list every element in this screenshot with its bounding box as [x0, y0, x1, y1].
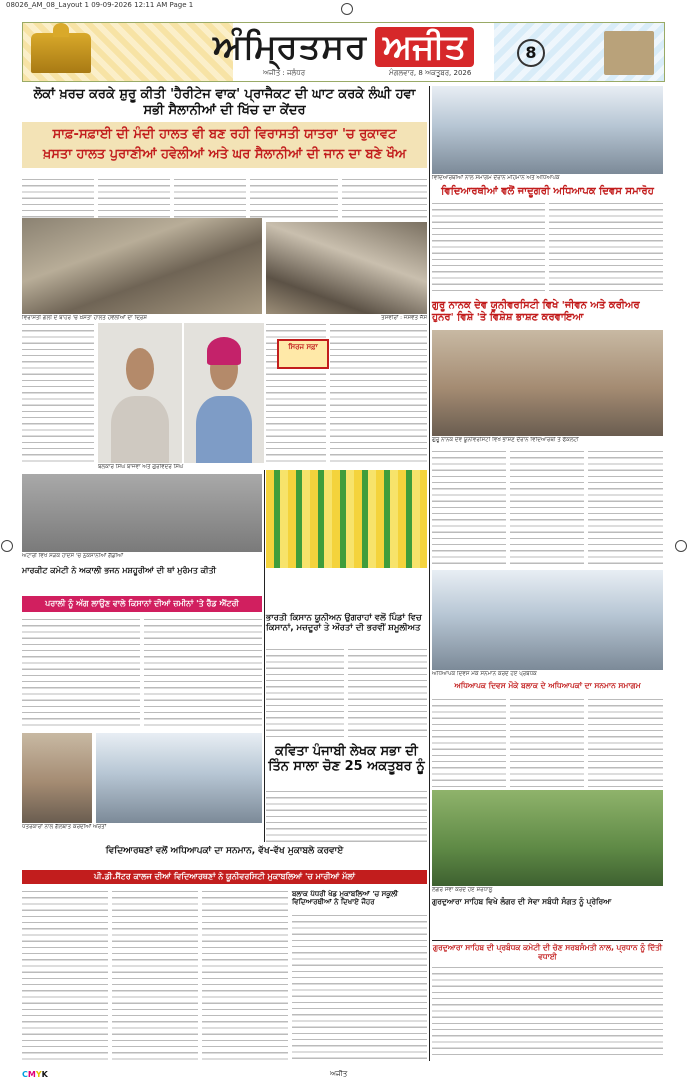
- story-body-col: [588, 450, 663, 564]
- poet-headline: ਕਵਿਤਾ ਪੰਜਾਬੀ ਲੇਖਕ ਸਭਾ ਦੀ ਤਿੰਨ ਸਾਲਾ ਚੋਣ 25 ਅਕਤੂਬਰ ਨੂੰ: [268, 744, 425, 774]
- school-headline: ਵਿਦਿਆਰਥੀਆਂ ਵਲੋਂ ਜਾਦੂਗਰੀ ਅਧਿਆਪਕ ਦਿਵਸ ਸਮਾਰੋਹ: [441, 186, 654, 197]
- women-group-photo: [96, 733, 262, 823]
- portrait-photo-2: [184, 323, 264, 463]
- masthead-title-left: ਅੰਮ੍ਰਿਤਸਰ: [213, 27, 368, 67]
- lead-subhead-1: ਸਾਫ਼-ਸਫ਼ਾਈ ਦੀ ਮੰਦੀ ਹਾਲਤ ਵੀ ਬਣ ਰਹੀ ਵਿਰਾਸਤੀ ਯਾਤਰਾ 'ਚ ਰੁਕਾਵਟ: [52, 127, 397, 142]
- story-body-col: [112, 890, 198, 1060]
- story-body-col: [330, 323, 427, 463]
- lead-body-col-3: [174, 178, 246, 218]
- school-event-photo: [432, 86, 663, 174]
- ruined-building-photo: [266, 222, 427, 314]
- story-body-col: [510, 450, 584, 564]
- lead-body-col-2: [98, 178, 170, 218]
- golden-temple-illustration: [23, 23, 233, 81]
- farmers-rally-photo: [266, 470, 427, 568]
- story-body-col: [202, 890, 288, 1060]
- woman-photo: [22, 733, 92, 823]
- langar-photo: [432, 790, 663, 886]
- story-body-col: [549, 202, 663, 294]
- story-body-col: [144, 618, 262, 728]
- portrait-photo-1: [98, 323, 182, 463]
- story-body-col: [292, 914, 427, 1060]
- story-body-col: [22, 323, 94, 463]
- accident-photo: [22, 474, 262, 552]
- ruined-haveli-caption: ਵਿਰਾਸਤੀ ਗਲੀ ਦੇ ਬਾਹਰ 'ਚ ਖ਼ਸਤਾ ਹਾਲਤ ਹਵੇਲੀਆਂ ਦਾ ਦ੍ਰਿਸ਼: [22, 315, 147, 321]
- memorial-icon: [604, 31, 654, 75]
- registration-mark-icon: [675, 540, 687, 552]
- story-body-col: [266, 790, 427, 844]
- siraj-label: ਸਿਰਜ ਸਫ਼ਾ: [288, 343, 318, 351]
- story-body-col: [432, 966, 663, 1060]
- story-body-col: [22, 618, 140, 728]
- award-ceremony-photo: [432, 570, 663, 670]
- accident-headline: ਮਾਰਕੀਟ ਕਮੇਟੀ ਨੇ ਅਕਾਲੀ ਭਜਨ ਮਸ਼ਹੂਰੀਆਂ ਦੀ ਥਾਂ ਮੁਰੰਮਤ ਕੀਤੀ: [22, 566, 217, 575]
- story-body-col: [588, 698, 663, 788]
- registration-mark-icon: [1, 540, 13, 552]
- column-rule: [429, 86, 430, 1061]
- page-number: 8: [517, 39, 545, 67]
- story-body-col: [266, 648, 344, 742]
- bottom-right-headline: ਗੁਰਦੁਆਰਾ ਸਾਹਿਬ ਦੀ ਪ੍ਰਬੰਧਕ ਕਮੇਟੀ ਦੀ ਚੋਣ ਸਰਬਸੰਮਤੀ ਨਾਲ, ਪ੍ਰਧਾਨ ਨੂੰ ਦਿੱਤੀ ਵਧਾਈ: [432, 943, 663, 961]
- award-caption: ਅਧਿਆਪਕ ਦਿਵਸ ਮੌਕੇ ਸਨਮਾਨ ਕਰਦੇ ਹੋਏ ਪ੍ਰਬੰਧਕ: [432, 671, 537, 677]
- registration-mark-icon: [341, 3, 353, 15]
- ruined-haveli-photo: [22, 218, 262, 314]
- cmyk-y: Y: [35, 1070, 42, 1079]
- story-body-col: [432, 202, 545, 294]
- lead-body-col-5: [342, 178, 427, 218]
- cmyk-c: C: [22, 1070, 28, 1079]
- gnu-headline: ਗੁਰੂ ਨਾਨਕ ਦੇਵ ਯੂਨੀਵਰਸਿਟੀ ਵਿਖੇ 'ਜੀਵਨ ਅਤੇ ਕਰੀਅਰ ਹੁਨਰ' ਵਿਸ਼ੇ 'ਤੇ ਵਿਸ਼ੇਸ਼ ਭਾਸ਼ਣ ਕਰਵਾਇਆ: [432, 300, 640, 323]
- story-body-col: [348, 648, 427, 742]
- school-event-caption: ਵਿਦਿਆਰਥੀਆਂ ਨਾਲ ਸਮਾਗਮ ਦੌਰਾਨ ਮਹਿਮਾਨ ਅਤੇ ਅਧਿਆਪਕ: [432, 175, 560, 181]
- langar-headline: ਗੁਰਦੁਆਰਾ ਸਾਹਿਬ ਵਿਖੇ ਲੰਗਰ ਦੀ ਸੇਵਾ ਸਬੰਧੀ ਸੰਗਤ ਨੂੰ ਪ੍ਰੇਰਿਆ: [432, 897, 612, 906]
- cmyk-m: M: [27, 1070, 36, 1079]
- lead-subheads: [22, 122, 427, 168]
- gnu-caption: ਗੁਰੂ ਨਾਨਕ ਦੇਵ ਯੂਨੀਵਰਸਿਟੀ ਵਿਖੇ ਭਾਸ਼ਣ ਦੌਰਾਨ ਵਿਦਿਆਰਥੀ ਤੇ ਫੈਕਲਟੀ: [432, 437, 579, 443]
- women-headline: ਵਿਦਿਆਰਥਣਾਂ ਵਲੋਂ ਅਧਿਆਪਕਾਂ ਦਾ ਸਨਮਾਨ, ਵੱਖ-ਵੱਖ ਮੁਕਾਬਲੇ ਕਰਵਾਏ: [105, 846, 344, 856]
- accident-caption: ਅਟਾਰੀ ਵਿਖੇ ਸੜਕ ਹਾਦਸੇ 'ਚ ਨੁਕਸਾਨੀਆਂ ਗੱਡੀਆਂ: [22, 553, 124, 559]
- lead-body-col-4: [250, 178, 338, 218]
- column-rule: [264, 470, 265, 842]
- masthead-title-right: ਅਜੀਤ: [375, 27, 474, 67]
- women-caption: ਪੱਤਰਕਾਰਾਂ ਨਾਲ ਗੱਲਬਾਤ ਕਰਦੀਆਂ ਔਰਤਾਂ: [22, 824, 107, 830]
- red-bar-headline: ਪੀ.ਡੀ.ਸੈਂਟਰ ਕਾਲਜ ਦੀਆਂ ਵਿਦਿਆਰਥਣਾਂ ਨੇ ਯੂਨੀਵਰਸਿਟੀ ਮੁਕਾਬਲਿਆਂ 'ਚ ਮਾਰੀਆਂ ਮੱਲਾਂ: [22, 870, 427, 884]
- langar-caption: ਲੰਗਰ ਸੇਵਾ ਕਰਦੇ ਹੋਏ ਸ਼ਰਧਾਲੂ: [432, 887, 493, 893]
- award-headline: ਅਧਿਆਪਕ ਦਿਵਸ ਮੌਕੇ ਬਲਾਕ ਦੇ ਅਧਿਆਪਕਾਂ ਦਾ ਸਨਮਾਨ ਸਮਾਗਮ: [454, 681, 641, 690]
- portraits-caption: ਬਲਕਾਰ ਸਿੰਘ ਬਾਜਵਾ ਅਤੇ ਗੁਰਵਿੰਦਰ ਸਿੰਘ: [98, 464, 184, 470]
- story-body-col: [22, 890, 108, 1060]
- pink-banner: ਪਰਾਲੀ ਨੂੰ ਅੱਗ ਲਾਉਣ ਵਾਲੇ ਕਿਸਾਨਾਂ ਦੀਆਂ ਜ਼ਮੀਨਾਂ 'ਤੇ ਰੈੱਡ ਐਂਟਰੀ: [22, 596, 262, 612]
- bottom-mid-headline: ਬਲਾਕ ਪੱਧਰੀ ਖੇਡ ਮੁਕਾਬਲਿਆਂ 'ਚ ਸਕੂਲੀ ਵਿਦਿਆਰਥੀਆਂ ਨੇ ਦਿਖਾਏ ਜੌਹਰ: [292, 890, 398, 907]
- cmyk-k: K: [41, 1070, 48, 1079]
- photo-credit-caption: ਤਸਵੀਰਾਂ : ਜਸਵੰਤ ਜੱਸ: [381, 315, 427, 321]
- farmers-headline: ਭਾਰਤੀ ਕਿਸਾਨ ਯੂਨੀਅਨ ਉਗਰਾਹਾਂ ਵਲੋਂ ਪਿੰਡਾਂ ਵਿਚ ਕਿਸਾਨਾਂ, ਮਜ਼ਦੂਰਾਂ ਤੇ ਔਰਤਾਂ ਦੀ ਭਰਵੀਂ ਸ਼ਮੂਲੀਅਤ: [266, 613, 422, 633]
- masthead-date: ਮੰਗਲਵਾਰ, 8 ਅਕਤੂਬਰ, 2026: [389, 69, 472, 77]
- story-body-col: [432, 450, 506, 564]
- lead-subhead-2: ਖ਼ਸਤਾ ਹਾਲਤ ਪੁਰਾਣੀਆਂ ਹਵੇਲੀਆਂ ਅਤੇ ਘਰ ਸੈਲਾਨੀਆਂ ਦੀ ਜਾਨ ਦਾ ਬਣੇ ਖੌਅ: [42, 147, 407, 162]
- masthead-tagline: ਅਜੀਤ : ਜਲੰਧਰ: [263, 69, 306, 77]
- divider: [432, 940, 663, 941]
- footer-label: ਅਜੀਤ: [330, 1070, 348, 1078]
- print-slug: 08026_AM_08_Layout 1 09-09-2026 12:11 AM Page 1: [6, 1, 194, 9]
- siraj-logo: [277, 339, 329, 369]
- cmyk-marks: [22, 1070, 48, 1079]
- masthead: [22, 22, 665, 82]
- gnu-group-photo: [432, 330, 663, 436]
- lead-headline: ਲੋਕਾਂ ਖ਼ਰਚ ਕਰਕੇ ਸ਼ੁਰੂ ਕੀਤੀ 'ਹੈਰੀਟੇਜ ਵਾਕ' ਪ੍ਰਾਜੈਕਟ ਦੀ ਘਾਟ ਕਰਕੇ ਲੰਘੀ ਹਵਾ ਸਭੀ ਸੈਲਾਨੀਆਂ ਦੀ ਖਿੱਚ ਦਾ ਕੇਂਦਰ: [33, 87, 416, 118]
- golden-temple-icon: [31, 33, 91, 73]
